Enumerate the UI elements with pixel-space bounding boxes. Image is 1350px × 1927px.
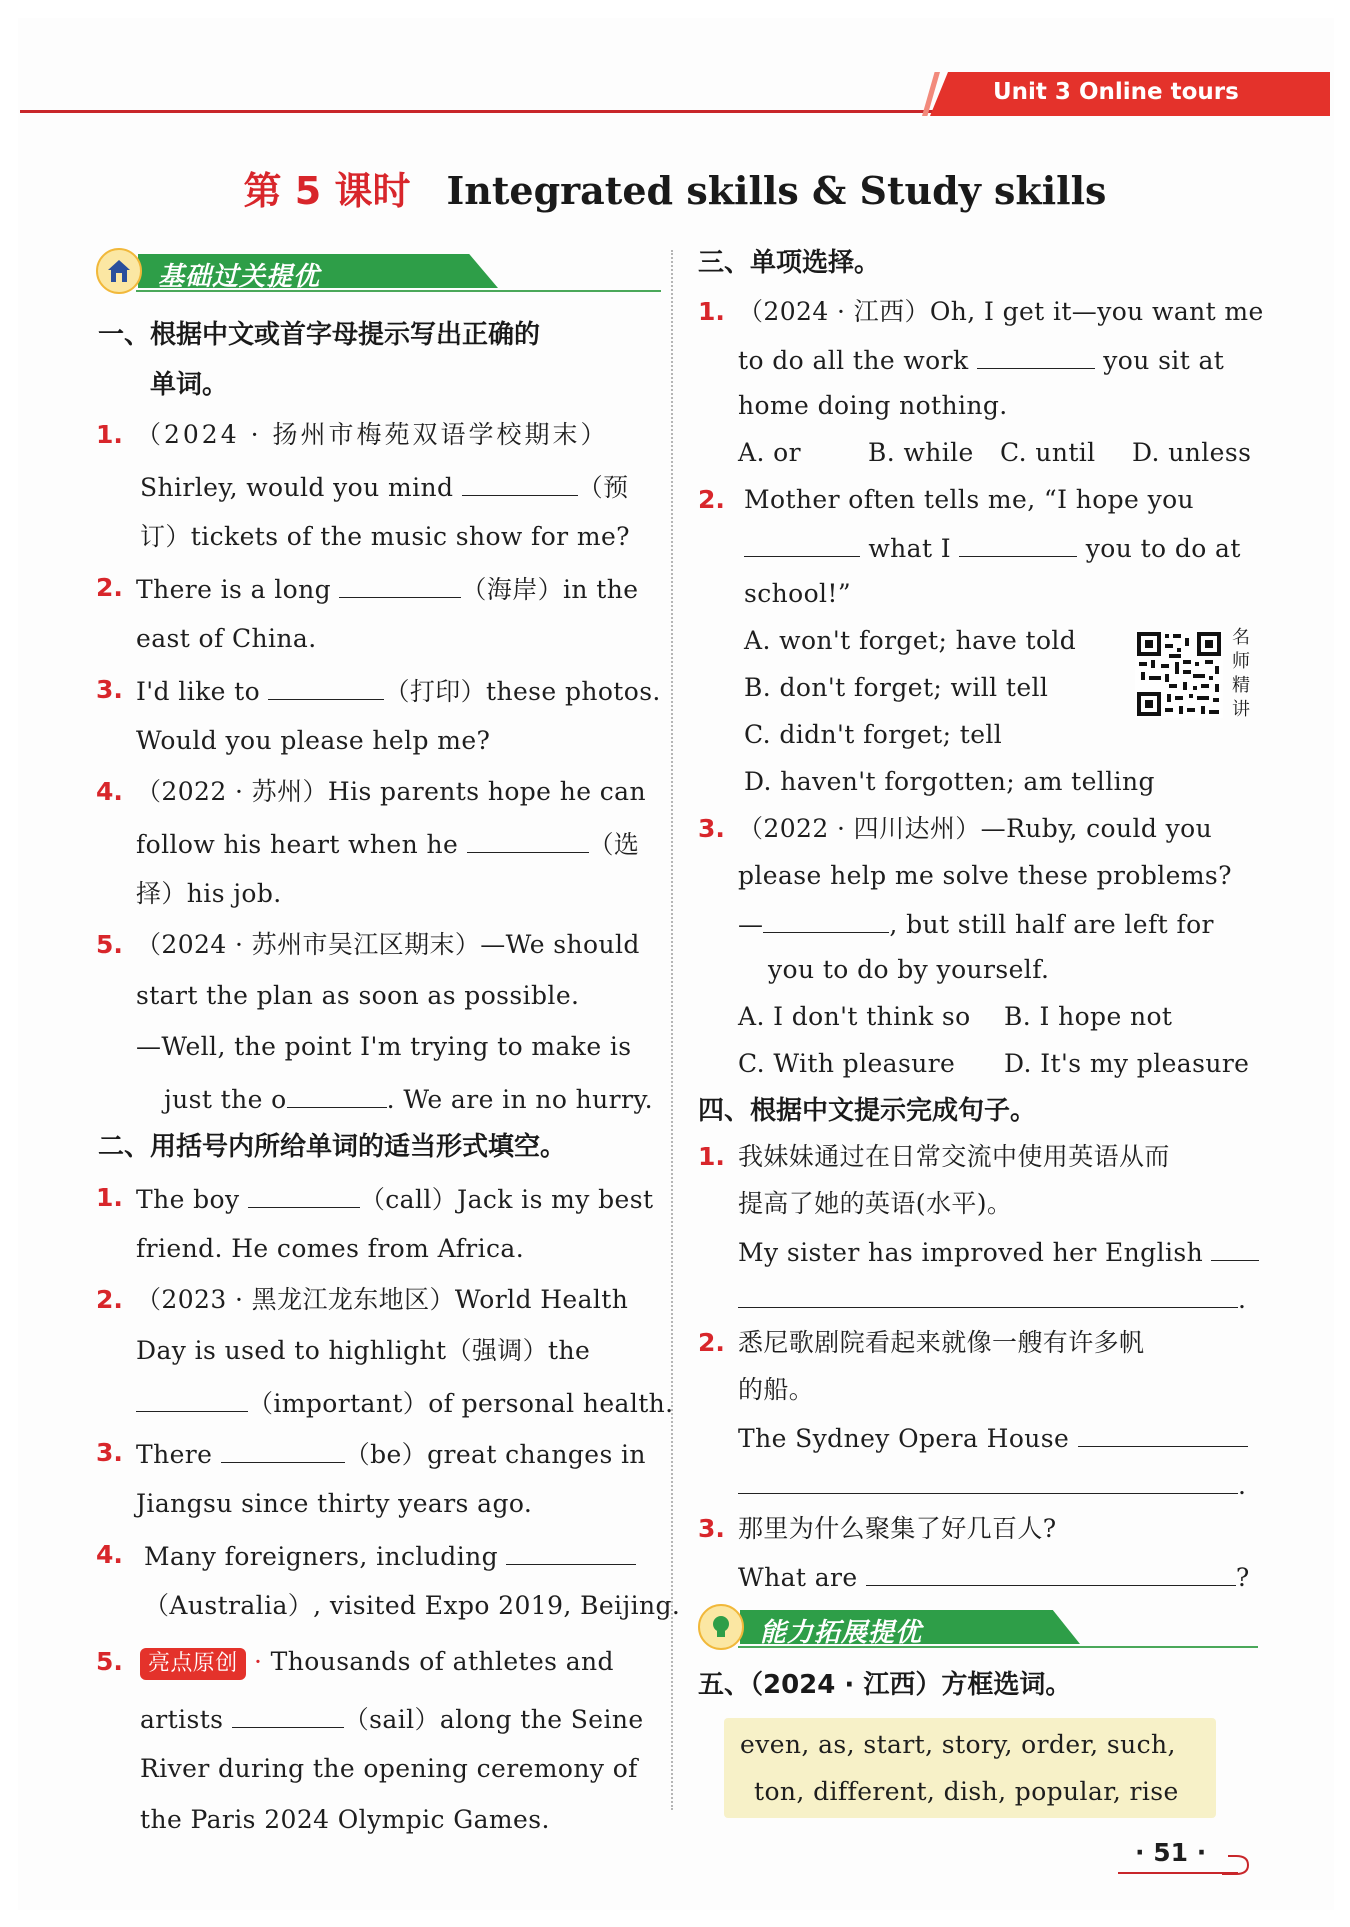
answer-blank[interactable] (287, 1081, 387, 1108)
option-c[interactable]: C. With pleasure (738, 1049, 956, 1078)
question-number: 5. (96, 930, 123, 959)
question-line: —Well, the point I'm trying to make is (136, 1032, 632, 1061)
answer-blank[interactable] (221, 1436, 345, 1463)
answer-blank[interactable] (1078, 1420, 1248, 1447)
page-curl-icon (1222, 1852, 1252, 1878)
question-line: I'd like to （打印）these photos. (136, 673, 661, 709)
question-line: just the o . We are in no hurry. (164, 1081, 653, 1117)
option-a[interactable]: A. I don't think so (738, 1002, 971, 1031)
question-line: 订）tickets of the music show for me? (140, 522, 630, 551)
page-number: · 51 · (1135, 1838, 1207, 1867)
answer-blank[interactable] (506, 1538, 636, 1565)
question-line: what I you to do at (744, 530, 1241, 566)
question-line: 我妹妹通过在日常交流中使用英语从而 (738, 1142, 1170, 1171)
unit-label: Unit 3 Online tours (993, 79, 1239, 105)
section-5-heading: 五、（2024 · 江西）方框选词。 (698, 1670, 1072, 1700)
question-line: （2022 · 四川达州）—Ruby, could you (738, 814, 1213, 843)
question-line: school!” (744, 579, 852, 608)
answer-blank[interactable] (462, 469, 578, 496)
question-number: 2. (96, 1285, 123, 1314)
question-line: There （be）great changes in (136, 1436, 646, 1472)
answer-blank[interactable] (738, 1281, 1238, 1308)
question-line: Jiangsu since thirty years ago. (136, 1489, 533, 1518)
question-line: River during the opening ceremony of (140, 1754, 638, 1783)
answer-blank[interactable] (248, 1181, 360, 1208)
question-line: follow his heart when he （选 (136, 826, 639, 862)
option-b[interactable]: B. don't forget; will tell (744, 673, 1049, 702)
question-line: （2024 · 苏州市吴江区期末）—We should (136, 930, 640, 959)
question-line: . (738, 1281, 1246, 1317)
question-line: （2022 · 苏州）His parents hope he can (136, 777, 646, 806)
column-divider (671, 250, 673, 1810)
answer-blank[interactable] (136, 1385, 248, 1412)
option-b[interactable]: B. I hope not (1004, 1002, 1173, 1031)
question-line: The Sydney Opera House (738, 1420, 1248, 1456)
question-line: Many foreigners, including (144, 1538, 636, 1574)
question-line: 悉尼歌剧院看起来就像一艘有许多帆 (738, 1328, 1145, 1357)
option-b[interactable]: B. while (868, 438, 974, 467)
question-line: The boy （call）Jack is my best (136, 1181, 653, 1217)
question-number: 4. (96, 777, 123, 806)
question-line: please help me solve these problems? (738, 861, 1232, 890)
banner-label: 基础过关提优 (158, 262, 321, 292)
banner-basic (96, 248, 661, 294)
answer-blank[interactable] (866, 1559, 1236, 1586)
option-a[interactable]: A. won't forget; have told (744, 626, 1077, 655)
house-icon (96, 248, 142, 294)
question-number: 2. (96, 573, 123, 602)
section-2-heading: 二、用括号内所给单词的适当形式填空。 (98, 1132, 567, 1162)
question-line: （Australia）, visited Expo 2019, Beijing. (144, 1591, 681, 1620)
question-line: — , but still half are left for (738, 906, 1214, 942)
section-1-heading: 一、根据中文或首字母提示写出正确的 (98, 320, 541, 350)
answer-blank[interactable] (268, 673, 384, 700)
question-line: start the plan as soon as possible. (136, 981, 580, 1010)
question-line: east of China. (136, 624, 317, 653)
question-line: artists （sail）along the Seine (140, 1701, 644, 1737)
option-a[interactable]: A. or (738, 438, 801, 467)
section-4-heading: 四、根据中文提示完成句子。 (698, 1096, 1037, 1126)
question-line: home doing nothing. (738, 391, 1008, 420)
answer-blank[interactable] (959, 530, 1077, 557)
question-line: There is a long （海岸）in the (136, 571, 638, 607)
answer-blank[interactable] (763, 906, 889, 933)
question-line: Mother often tells me, “I hope you (744, 485, 1195, 514)
question-line: Would you please help me? (136, 726, 491, 755)
question-number: 3. (96, 1438, 123, 1467)
question-line: friend. He comes from Africa. (136, 1234, 525, 1263)
answer-blank[interactable] (738, 1467, 1238, 1494)
question-line: 的船。 (738, 1375, 815, 1404)
word-list-line: even, as, start, story, order, such, (740, 1730, 1176, 1759)
answer-blank[interactable] (467, 826, 589, 853)
question-line: Shirley, would you mind （预 (140, 469, 629, 505)
option-d[interactable]: D. haven't forgotten; am telling (744, 767, 1155, 796)
question-line: My sister has improved her English (738, 1234, 1259, 1270)
question-line: 提高了她的英语(水平)。 (738, 1189, 1013, 1218)
banner-label: 能力拓展提优 (760, 1618, 923, 1648)
question-number: 2. (698, 1328, 725, 1357)
question-number: 1. (698, 297, 725, 326)
answer-blank[interactable] (339, 571, 461, 598)
question-number: 3. (698, 814, 725, 843)
question-line: . (738, 1467, 1246, 1503)
word-list-line: ton, different, dish, popular, rise (754, 1777, 1179, 1806)
question-number: 4. (96, 1540, 123, 1569)
question-line: 亮点原创 · Thousands of athletes and (140, 1645, 614, 1680)
question-number: 1. (698, 1142, 725, 1171)
option-d[interactable]: D. It's my pleasure (1004, 1049, 1250, 1078)
section-3-heading: 三、单项选择。 (698, 248, 881, 278)
option-c[interactable]: C. until (1000, 438, 1096, 467)
answer-blank[interactable] (1211, 1234, 1259, 1261)
question-line: （2024 · 江西）Oh, I get it—you want me (738, 297, 1264, 326)
qr-code-icon[interactable] (1135, 630, 1223, 718)
qr-caption: 名师精讲 (1232, 627, 1250, 720)
question-source: （2024 · 扬州市梅苑双语学校期末） (136, 420, 609, 449)
question-line: the Paris 2024 Olympic Games. (140, 1805, 550, 1834)
question-line: 择）his job. (136, 879, 282, 908)
option-d[interactable]: D. unless (1132, 438, 1252, 467)
question-line: What are ? (738, 1559, 1250, 1595)
question-number: 3. (698, 1514, 725, 1543)
question-line: you to do by yourself. (768, 955, 1050, 984)
answer-blank[interactable] (232, 1701, 344, 1728)
original-tag: 亮点原创 (140, 1648, 246, 1680)
answer-blank[interactable] (977, 342, 1095, 369)
question-number: 1. (96, 1183, 123, 1212)
lesson-number: 第 5 课时 (243, 169, 411, 213)
question-line: 那里为什么聚集了好几百人? (738, 1514, 1057, 1543)
page-number-rule (1118, 1872, 1238, 1874)
question-line: （important）of personal health. (136, 1385, 674, 1421)
lightbulb-icon (698, 1604, 744, 1650)
lesson-title (0, 160, 1350, 215)
section-1-heading-cont: 单词。 (150, 370, 229, 400)
question-line: （2023 · 黑龙江龙东地区）World Health (136, 1285, 629, 1314)
question-number: 1. (96, 420, 123, 449)
question-number: 3. (96, 675, 123, 704)
question-line: to do all the work you sit at (738, 342, 1224, 378)
question-number: 2. (698, 485, 725, 514)
option-c[interactable]: C. didn't forget; tell (744, 720, 1003, 749)
question-number: 5. (96, 1647, 123, 1676)
question-line: Day is used to highlight（强调）the (136, 1336, 591, 1365)
answer-blank[interactable] (744, 530, 860, 557)
banner-extend (698, 1604, 1263, 1650)
lesson-topic: Integrated skills & Study skills (446, 168, 1107, 213)
